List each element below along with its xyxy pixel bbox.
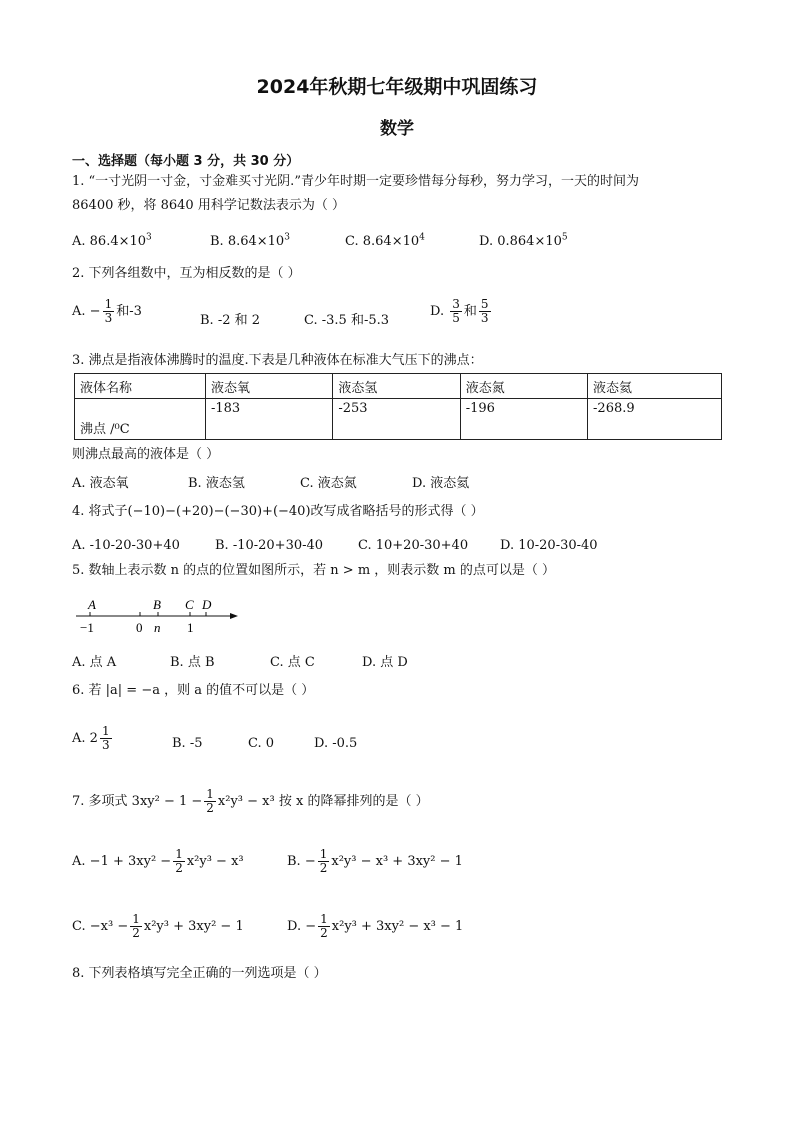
q4-option-c: C. 10+20-30+40 xyxy=(358,538,469,553)
q7-stem: 7. 多项式 3xy² − 1 − $\frac{1}{2}$ x²y³ − x³ 按 x 的降幂排列的是（ ） xyxy=(72,787,429,815)
axis-point-a: A xyxy=(88,597,96,612)
axis-tick-neg1: −1 xyxy=(80,620,94,635)
axis-tick-0: 0 xyxy=(136,620,143,635)
axis-point-b: B xyxy=(153,597,161,612)
q1-stem-line2: 86400 秒，将 8640 用科学记数法表示为（ ） xyxy=(72,198,345,213)
table-header-cell: 液态氮 xyxy=(460,374,587,399)
axis-point-d: D xyxy=(202,597,212,612)
table-cell: -253 xyxy=(333,399,460,440)
q2-option-d: D. $\frac{3}{5}$ 和 $\frac{5}{3}$ xyxy=(430,297,489,325)
exam-title: 2024年秋期七年级期中巩固练习 xyxy=(256,76,538,98)
q1-option-a: A. $86.4\times 10^3$ xyxy=(72,232,152,249)
subject-title: 数学 xyxy=(380,119,414,139)
table-header-cell: 液态氧 xyxy=(206,374,333,399)
table-row-label: 沸点 /⁰C xyxy=(75,399,206,440)
q5-option-d: D. 点 D xyxy=(362,655,408,670)
q2-stem: 2. 下列各组数中，互为相反数的是（ ） xyxy=(72,266,301,281)
q1-option-b: B. $8.64\times 10^3$ xyxy=(210,232,290,249)
table-cell: -268.9 xyxy=(588,399,722,440)
axis-tick-n: n xyxy=(154,620,161,635)
table-header-cell: 液态氦 xyxy=(588,374,722,399)
q3-question: 则沸点最高的液体是（ ） xyxy=(72,447,220,462)
q6-option-a: A. 2 $\frac{1}{3}$ xyxy=(72,724,110,752)
table-cell: -183 xyxy=(206,399,333,440)
q7-option-b: B. − $\frac{1}{2}$ x²y³ − x³ + 3xy² − 1 xyxy=(287,847,463,875)
q6-stem: 6. 若 |a| = −a ，则 a 的值不可以是（ ） xyxy=(72,683,315,698)
q3-option-b: B. 液态氢 xyxy=(188,476,245,491)
q3-stem: 3. 沸点是指液体沸腾时的温度.下表是几种液体在标准大气压下的沸点： xyxy=(72,353,483,368)
q1-stem-line1: 1. “一寸光阴一寸金，寸金难买寸光阴.”青少年时期一定要珍惜每分每秒，努力学习，一天的时间为 xyxy=(72,174,639,189)
axis-point-c: C xyxy=(185,597,194,612)
q6-option-d: D. -0.5 xyxy=(314,736,358,751)
q7-option-d: D. − $\frac{1}{2}$ x²y³ + 3xy² − x³ − 1 xyxy=(287,912,464,940)
table-header-cell: 液态氢 xyxy=(333,374,460,399)
q3-option-d: D. 液态氦 xyxy=(412,476,470,491)
q2-option-c: C. -3.5 和-5.3 xyxy=(304,313,390,328)
q1-option-d: D. $0.864\times 10^5$ xyxy=(479,232,568,249)
q8-stem: 8. 下列表格填写完全正确的一列选项是（ ） xyxy=(72,966,327,981)
q5-option-a: A. 点 A xyxy=(72,655,117,670)
q5-option-b: B. 点 B xyxy=(170,655,215,670)
q2-option-a: A. − $\frac{1}{3}$ 和-3 xyxy=(72,297,142,325)
q4-stem: 4. 将式子(−10)−(+20)−(−30)+(−40)改写成省略括号的形式得（ ） xyxy=(72,504,484,519)
q2-option-b: B. -2 和 2 xyxy=(200,313,261,328)
q7-option-a: A. −1 + 3xy² − $\frac{1}{2}$ x²y³ − x³ xyxy=(72,847,244,875)
table-header-cell: 液体名称 xyxy=(75,374,206,399)
q3-option-c: C. 液态氮 xyxy=(300,476,357,491)
q5-option-c: C. 点 C xyxy=(270,655,315,670)
q4-option-b: B. -10-20+30-40 xyxy=(215,538,324,553)
axis-tick-1: 1 xyxy=(187,620,194,635)
q6-option-c: C. 0 xyxy=(248,736,275,751)
q6-option-b: B. -5 xyxy=(172,736,203,751)
q4-option-d: D. 10-20-30-40 xyxy=(500,538,598,553)
q1-option-c: C. $8.64\times 10^4$ xyxy=(345,232,425,249)
q5-stem: 5. 数轴上表示数 n 的点的位置如图所示，若 n > m ，则表示数 m 的点可以是（ ） xyxy=(72,563,556,578)
table-cell: -196 xyxy=(460,399,587,440)
number-line-figure xyxy=(72,596,242,638)
q7-option-c: C. −x³ − $\frac{1}{2}$ x²y³ + 3xy² − 1 xyxy=(72,912,244,940)
section-heading: 一、选择题（每小题 3 分，共 30 分） xyxy=(72,154,300,169)
q4-option-a: A. -10-20-30+40 xyxy=(72,538,180,553)
q3-option-a: A. 液态氧 xyxy=(72,476,129,491)
boiling-point-table xyxy=(74,373,722,440)
